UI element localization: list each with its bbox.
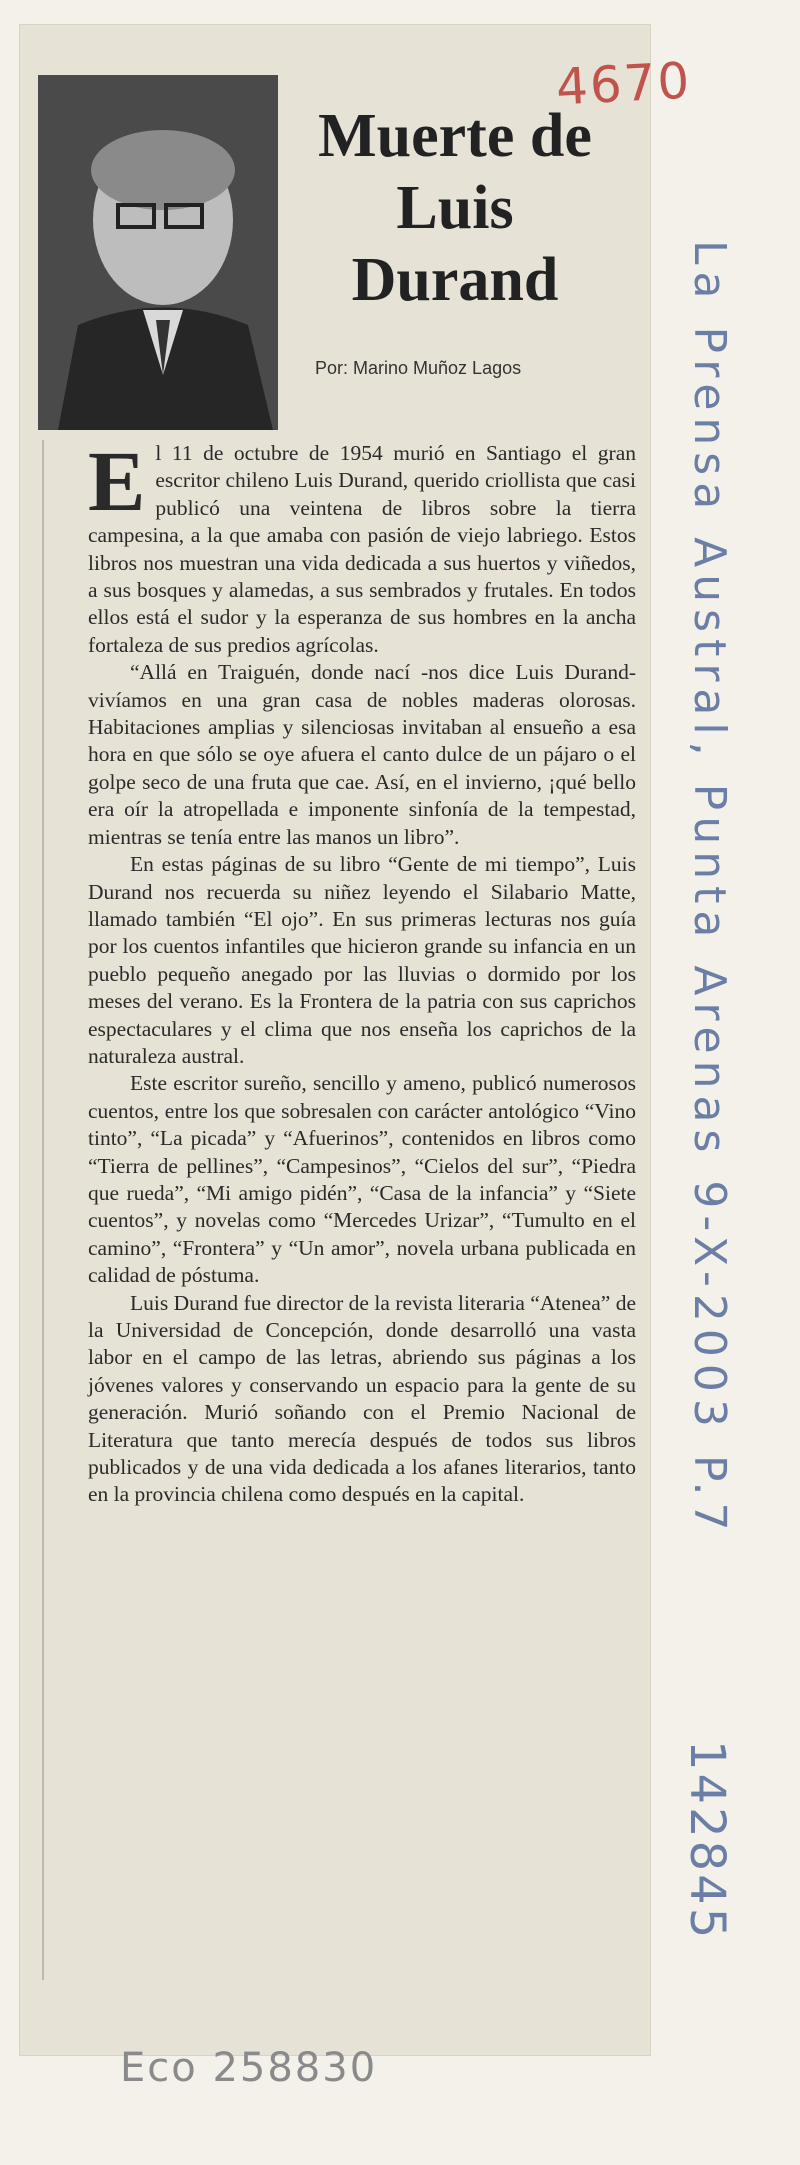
article-paragraph-2: “Allá en Traiguén, donde nací -nos dice Luis Durand- vivíamos en una gran casa de nobles maderas olorosas. Habitaciones amplias y silenciosas invitaban al ensueño a esa hora en que sólo se oye afuera el canto dulce de un pájaro o el golpe seco de una fruta que cae. Así, en el invierno, ¡qué bello era oír la atropellada e imponente sinfonía de la tempestad, mientras se tenía entre las manos un libro”. xyxy=(88,660,636,849)
article-byline: Por: Marino Muñoz Lagos xyxy=(315,358,522,378)
author-portrait-photo xyxy=(38,75,278,430)
article-body xyxy=(88,433,636,1509)
article-paragraph-3: En estas páginas de su libro “Gente de mi tiempo”, Luis Durand nos recuerda su niñez leyendo el Silabario Matte, llamado también “El ojo”. En sus primeras lecturas nos guía por los cuentos infantiles que hicieron grande su infancia en un pueblo pequeño anegado por las lluvias o dormido por los meses del verano. Es la Frontera de la patria con sus caprichos espectaculares y el clima que nos enseña los caprichos de la naturaleza austral. xyxy=(88,852,636,1068)
article-paragraph-5: Luis Durand fue director de la revista literaria “Atenea” de la Universidad de Concepción, donde desarrolló una vasta labor en el campo de las letras, abriendo sus páginas a los jóvenes valores y conservando un espacio para la gente de su generación. Murió soñando con el Premio Nacional de Literatura que tanto merecía después de todos sus libros publicados y de una vida dedicada a los afanes literarios, tanto en la provincia chilena como después en la capital. xyxy=(88,1290,636,1507)
drop-cap: E xyxy=(88,433,146,529)
article-headline: Muerte de Luis Durand xyxy=(318,102,592,314)
column-rule xyxy=(42,440,44,1980)
paragraph-text: l 11 de octubre de 1954 murió en Santiago el gran escritor chileno Luis Durand, querido criollista que casi publicó una veintena de libros sobre la tierra campesina, a la que amaba con pasión de viejo labriego. Estos libros nos muestran una vida dedicada a sus huertos y viñedos, a sus bosques y alamedas, a sus sembrados y frutales. En todos ellos está el sudor y la esperanza de sus hombres en la ancha fortaleza de sus predios agrícolas. xyxy=(88,441,636,657)
article-paragraph-1 xyxy=(88,433,636,659)
handwritten-catalog-code: Eco 258830 xyxy=(120,2045,378,2091)
handwritten-side-number: 142845 xyxy=(679,1740,735,1942)
article-paragraph-4: Este escritor sureño, sencillo y ameno, publicó numerosos cuentos, entre los que sobresalen con carácter antológico “Vino tinto”, “La picada” y “Afuerinos”, contenidos en libros como “Tierra de pellines”, “Campesinos”, “Cielos del sur”, “Piedra que rueda”, “Mi amigo pidén”, “Casa de la infancia” y “Siete cuentos”, y novelas como “Mercedes Urizar”, “Tumulto en el camino”, “Frontera” y “Un amor”, novela urbana publicada en calidad de póstuma. xyxy=(88,1071,636,1288)
handwritten-source-note: La Prensa Austral, Punta Arenas 9-X-2003 P.7 xyxy=(684,240,735,1538)
handwritten-archive-number: 4670 xyxy=(554,51,693,117)
